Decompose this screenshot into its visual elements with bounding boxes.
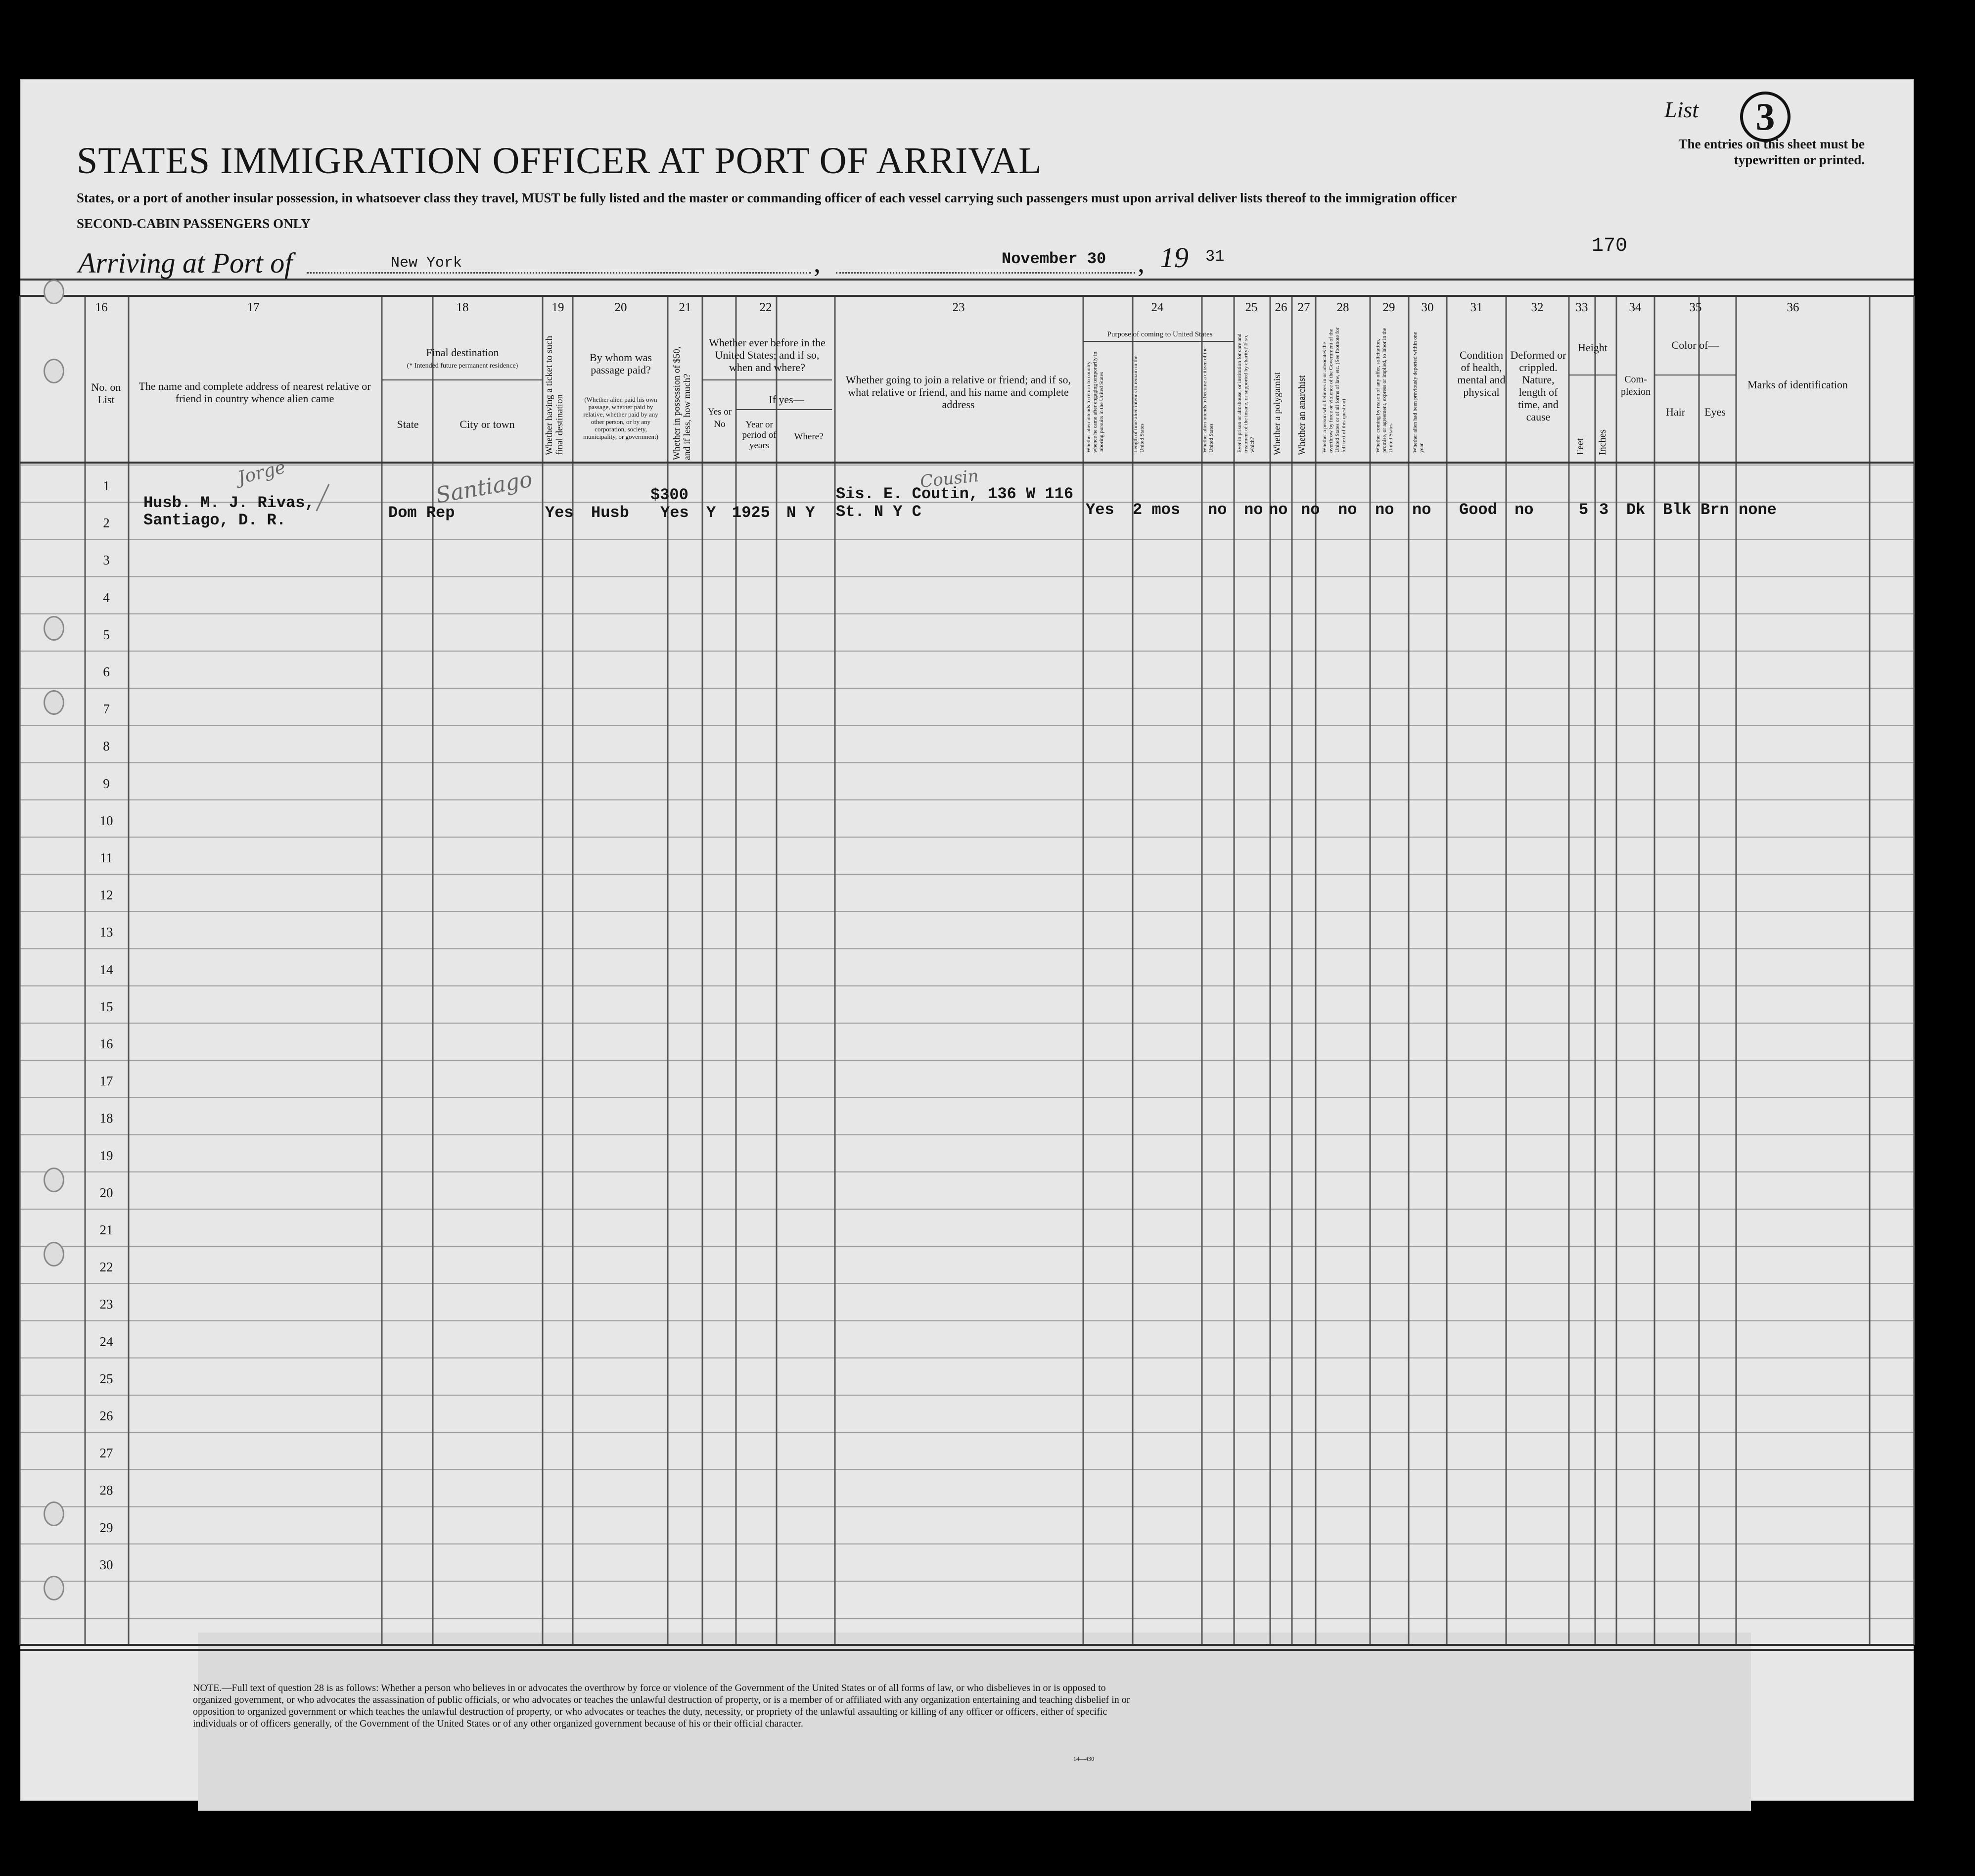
year-prefix: 19 [1160,241,1189,274]
entry-before-where: N Y [786,504,815,522]
column-number: 17 [247,301,260,314]
entry-contract: no [1375,501,1394,519]
row-number: 6 [103,664,110,679]
row-number: 10 [99,813,113,828]
row-number: 23 [99,1297,113,1312]
row-number: 24 [99,1334,113,1349]
header-if-yes: If yes— [769,393,804,406]
header-join-relative: Whether going to join a relative or friend; and if so, what relative or friend, and his name and complete address [845,374,1071,411]
header-final-destination-note: (* Intended future permanent residence) [407,362,518,370]
header-purpose: Purpose of coming to United States [1107,330,1213,338]
punch-hole [44,280,64,304]
column-number: 20 [614,301,627,314]
entry-polygamist: no [1269,501,1288,519]
header-no-on-list: No. on List [91,381,121,406]
entry-marks: none [1739,501,1777,519]
header-passage-paid-note: (Whether alien paid his own passage, whether paid by relative, whether paid by any other person, or by any corporation, society, municipality, or government) [583,396,658,440]
row-number: 4 [103,590,110,605]
row-number: 22 [99,1260,113,1275]
date-value: November 30 [1002,250,1106,268]
column-number: 16 [95,301,108,314]
entry-eyes: Brn [1700,501,1729,519]
row-number: 15 [99,999,113,1014]
port-line [307,272,811,274]
row-number: 2 [103,516,110,531]
join-line-2: St. N Y C [836,503,921,521]
column-number: 32 [1531,301,1544,314]
entry-citizen: no [1208,501,1227,519]
header-city: City or town [459,418,515,430]
entry-city: Santiago [434,467,535,509]
list-label: List [1664,97,1699,122]
row-rules [20,465,1914,1618]
row-number: 13 [99,925,113,940]
class-line: SECOND-CABIN PASSENGERS ONLY [77,216,311,231]
header-deformed: Deformed or crippled. Nature, length of time, and cause [1510,349,1566,423]
header-yes-or-no: Yes or No [707,407,732,429]
header-eyes: Eyes [1704,406,1726,418]
row-number: 12 [99,888,113,903]
page-subtitle: States, or a port of another insular possession, in whatsoever class they travel, MUST be fully listed and the master or commanding officer of each vessel carrying such passengers must upon arrival deliver lists thereof to the immigration officer [77,190,1457,205]
relative-line-2: Santiago, D. R. [143,511,286,529]
header-ticket: Whether having a ticket to such final destination [544,335,565,455]
punch-hole [44,1242,64,1266]
row-number: 8 [103,739,110,754]
column-number: 29 [1382,301,1395,314]
header-hair: Hair [1665,406,1686,418]
header-state: State [397,418,419,430]
header-where: Where? [794,431,824,442]
column-number: 30 [1421,301,1434,314]
column-number: 35 [1689,301,1702,314]
entry-state: Dom Rep [388,504,455,522]
page-title: STATES IMMIGRATION OFFICER AT PORT OF ARRIVAL [77,140,1042,182]
join-handwritten: Cousin [919,466,980,492]
port-value: New York [391,255,462,272]
header-polygamist: Whether a polygamist [1272,372,1283,455]
header-purpose-length: Length of time alien intends to remain in the United States [1133,355,1145,453]
entry-deformed: no [1515,501,1534,519]
header-complexion: Com- plexion [1621,374,1651,397]
entry-overthrow: no [1338,501,1357,519]
header-prison: Ever in prison or almshouse, or institution for care and treatment of the insane, or supported by charity? If so, which? [1237,333,1255,453]
entry-money: $300 [650,486,689,504]
header-height: Height [1578,341,1608,354]
punch-hole [44,1501,64,1526]
entry-return: Yes [1086,501,1114,519]
header-deported: Whether alien had been previously deported within one year [1412,331,1424,453]
header-final-destination: Final destination [426,346,499,359]
row-number: 3 [103,553,110,568]
typewritten-notice: The entries on this sheet must be typewritten or printed. [1678,137,1865,167]
row-number: 30 [99,1557,113,1572]
row-number: 9 [103,776,110,791]
header-passage-paid: By whom was passage paid? [590,351,652,376]
header-contract: Whether coming by reason of any offer, solicitation, promise, or agreement, express or implied, to labor in the United States [1375,328,1394,453]
column-number: 18 [456,301,469,314]
column-number: 26 [1275,301,1287,314]
row-number: 5 [103,627,110,642]
column-number: 34 [1629,301,1642,314]
header-anarchist: Whether an anarchist [1297,375,1307,455]
form-number: 14—430 [1073,1755,1094,1762]
row-number: 11 [100,850,113,865]
column-number: 31 [1470,301,1483,314]
header-feet: Feet [1575,438,1586,455]
row-number: 28 [99,1483,113,1498]
relative-handwritten: Jorge [235,457,288,489]
row-number: 16 [99,1036,113,1051]
row-number: 26 [99,1408,113,1423]
punch-hole [44,690,64,715]
column-number: 23 [952,301,965,314]
footnote: NOTE.—Full text of question 28 is as follows: Whether a person who believes in or advocates the overthrow by force or violence of the Government of the United States or of all forms of law, or who disbelieves in or is opposed to organized government, or who advocates the assassination of public officials, or who advocates or teaches the unlawful destruction of property, or is a member of or affiliated with any organization entertaining and teaching disbelief in or opposition to organized government or which teaches the unlawful destruction of property, or who advocates or teaches the duty, necessity, or propriety of the unlawful assaulting or killing of any officer or officers, either of specific individuals or of officers generally, of the Government of the United States or of any other organized government because of his or their official character. [193,1683,1130,1729]
entry-prison: no [1244,501,1263,519]
header-possession-50: Whether in possession of $50, and if less, how much? [672,346,692,460]
stamp-number: 170 [1592,235,1628,257]
row-number: 29 [99,1520,113,1535]
row-number: 7 [103,702,110,717]
entry-ticket: Yes [545,504,574,522]
column-number: 36 [1787,301,1799,314]
column-number: 22 [759,301,772,314]
row-number: 27 [99,1446,113,1461]
header-purpose-return: Whether alien intends to return to country whence he came after engaging temporarily in laboring pursuits in the United States [1086,351,1104,453]
row-number: 19 [99,1148,113,1163]
punch-hole [44,616,64,641]
header-nearest-relative: The name and complete address of nearest relative or friend in country whence alien came [138,380,371,405]
entry-before-yes-no: Y [706,504,716,522]
header-year-period: Year or period of years [742,420,777,451]
header-purpose-citizen: Whether alien intends to become a citizen of the United States [1202,347,1214,453]
date-line [836,272,1135,274]
entry-money-answer: Yes [660,504,689,522]
entry-deported: no [1412,501,1431,519]
arriving-label: Arriving at Port of [78,247,293,279]
comma: , [814,248,821,279]
row-number: 21 [99,1222,113,1237]
entry-paid-by: Husb [591,504,629,522]
entry-hair: Blk [1663,501,1692,519]
column-number: 19 [551,301,564,314]
punch-hole [44,359,64,383]
entry-health: Good [1459,501,1497,519]
column-number: 24 [1151,301,1164,314]
punch-hole [44,1576,64,1600]
entry-before-year: 1925 [732,504,770,522]
row-number: 25 [99,1371,113,1386]
header-condition: Condition of health, mental and physical [1457,349,1506,398]
row-number: 14 [99,962,113,977]
join-line-1: Sis. E. Coutin, 136 W 116 [836,485,1074,503]
column-number: 27 [1297,301,1310,314]
entry-feet: 5 [1579,501,1589,519]
column-number: 33 [1575,301,1588,314]
list-number-stamp: 3 [1740,92,1791,142]
header-overthrow: Whether a person who believes in or advocates the overthrow by force or violence of the Government of the United States or of all forms of law, etc. (See footnote for full text of this question) [1322,327,1347,453]
entry-length-of-stay: 2 mos [1133,501,1181,519]
comma: , [1138,248,1145,279]
row-number: 18 [99,1111,113,1126]
entry-complexion: Dk [1626,501,1646,519]
column-number: 25 [1245,301,1258,314]
row-number: 1 [103,478,110,493]
year-suffix: 31 [1205,247,1225,266]
entry-inches: 3 [1599,501,1609,519]
header-color-of: Color of— [1671,339,1719,351]
column-number: 21 [679,301,691,314]
column-number: 28 [1336,301,1349,314]
header-inches: Inches [1597,429,1608,455]
row-number: 20 [99,1185,113,1200]
header-before-in-us: Whether ever before in the United States; and if so, when and where? [709,336,826,374]
header-marks: Marks of identification [1747,378,1848,391]
punch-hole [44,1168,64,1192]
row-number: 17 [99,1074,113,1089]
relative-line-1: Husb. M. J. Rivas, [143,494,315,512]
entry-anarchist: no [1301,501,1320,519]
